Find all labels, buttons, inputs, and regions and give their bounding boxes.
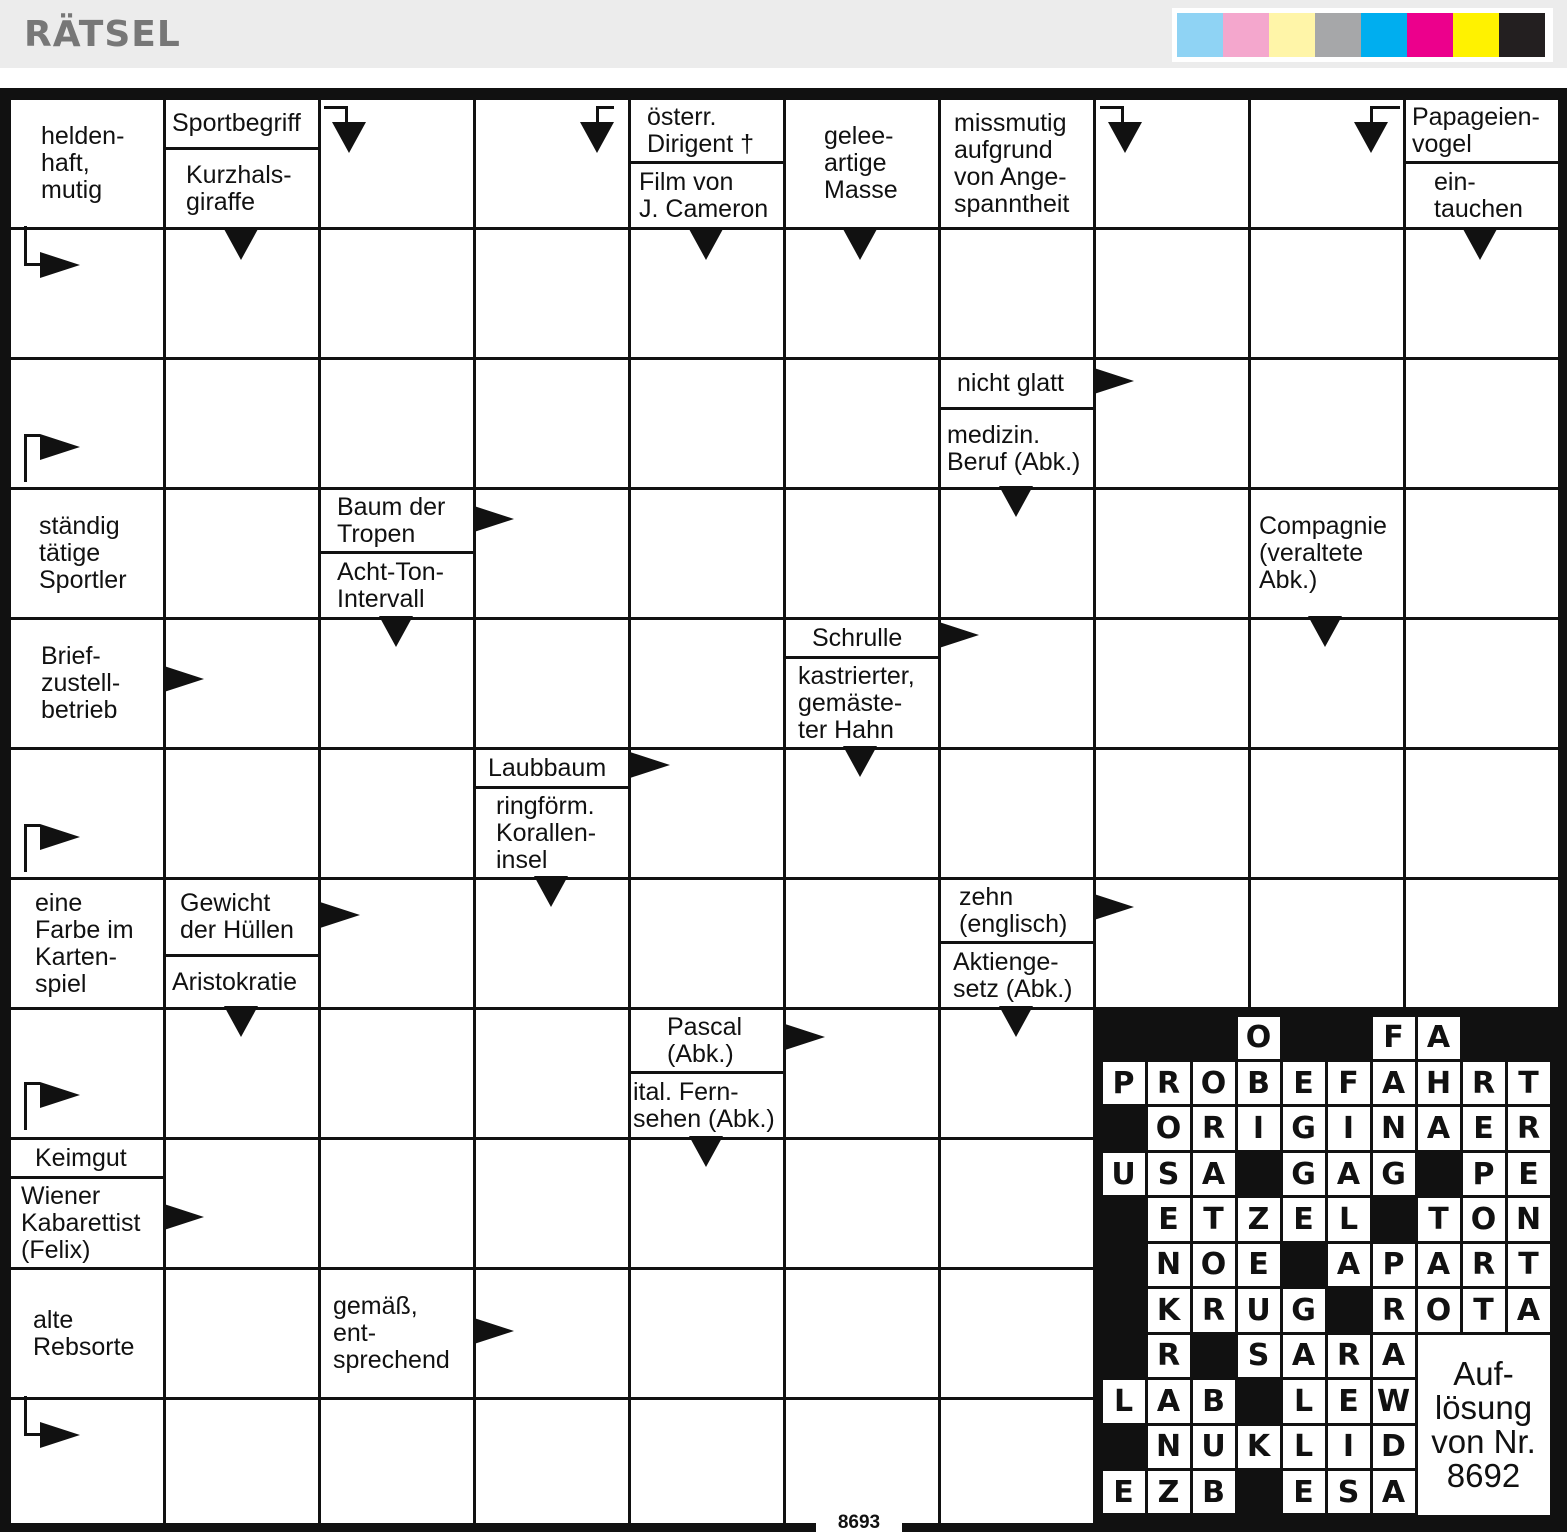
solution-letter: A [1418,1017,1460,1059]
solution-letter: A [1328,1153,1370,1195]
solution-letter: G [1283,1153,1325,1195]
clue-text: gelee- artige Masse [786,100,938,227]
arrow-down-icon [580,122,614,153]
solution-letter: A [1373,1062,1415,1104]
answer-cell[interactable] [1406,360,1558,487]
solution-letter: A [1508,1289,1550,1331]
clue-cell [941,360,1093,487]
answer-cell[interactable] [1406,620,1558,747]
solution-letter: U [1238,1289,1280,1331]
clue-text: Kurzhals- giraffe [166,147,318,227]
clue-cell [11,100,163,227]
solution-letter: T [1508,1244,1550,1286]
solution-letter: F [1373,1017,1415,1059]
solution-letter: T [1418,1198,1460,1240]
clue-text: missmutig aufgrund von Ange- spanntheit [941,100,1093,227]
clue-text: medizin. Beruf (Abk.) [941,407,1093,487]
answer-cell[interactable] [1406,490,1558,617]
solution-letter: E [1283,1471,1325,1513]
solution-letter: R [1463,1062,1505,1104]
arrow-down-icon [843,746,877,777]
solution-letter: G [1283,1107,1325,1149]
solution-letter: R [1373,1289,1415,1331]
color-swatch-light-cyan [1177,13,1223,57]
solution-letter: G [1283,1289,1325,1331]
solution-letter: K [1238,1426,1280,1468]
solution-letter: S [1238,1335,1280,1377]
solution-letter: E [1463,1107,1505,1149]
solution-letter: E [1148,1198,1190,1240]
solution-letter: A [1418,1244,1460,1286]
arrow-down-icon [999,486,1033,517]
arrow-connector-icon [324,106,348,124]
answer-cell[interactable] [321,880,473,1007]
arrow-down-icon [843,229,877,260]
clue-text: Papageien- vogel [1406,100,1558,161]
arrow-connector-icon [24,226,40,266]
solution-letter: S [1328,1471,1370,1513]
solution-letter: N [1148,1244,1190,1286]
clue-text: Sportbegriff [166,100,318,147]
clue-text: helden- haft, mutig [11,100,163,227]
clue-text: ringförm. Korallen- insel [476,786,628,877]
clue-text: gemäß, ent- sprechend [321,1270,473,1397]
color-swatch-yellow [1453,13,1499,57]
solution-letter: I [1238,1107,1280,1149]
solution-letter: L [1103,1380,1145,1422]
arrow-connector-icon [596,106,614,124]
solution-letter: L [1283,1426,1325,1468]
clue-text: Pascal (Abk.) [631,1010,783,1071]
clue-text: österr. Dirigent † [631,100,783,161]
clue-text: eine Farbe im Karten- spiel [11,880,163,1007]
solution-grid [1093,1007,1559,1523]
answer-cell[interactable] [786,1400,938,1523]
solution-letter: B [1238,1062,1280,1104]
answer-cell[interactable] [476,360,628,487]
answer-cell[interactable] [1096,750,1248,877]
arrow-right-icon [1094,368,1134,394]
answer-cell[interactable] [476,620,628,747]
solution-letter: O [1418,1289,1460,1331]
clue-text: Keimgut [11,1140,163,1176]
answer-cell[interactable] [941,750,1093,877]
arrow-down-icon [1463,229,1497,260]
solution-letter: E [1283,1062,1325,1104]
solution-letter: P [1373,1244,1415,1286]
clue-cell [941,880,1093,1007]
answer-cell[interactable] [166,360,318,487]
solution-label: Auf- lösung von Nr. 8692 [1418,1335,1550,1515]
arrow-down-icon [534,876,568,907]
solution-letter: E [1238,1244,1280,1286]
arrow-right-icon [1094,894,1134,920]
answer-cell[interactable] [1251,360,1403,487]
answer-cell[interactable] [941,230,1093,357]
arrow-down-icon [379,616,413,647]
clue-text: Gewicht der Hüllen [166,880,318,954]
solution-letter: L [1328,1198,1370,1240]
answer-cell[interactable] [631,1400,783,1523]
solution-letter: E [1103,1471,1145,1513]
crossword-grid [0,88,1567,1532]
answer-cell[interactable] [166,750,318,877]
arrow-right-icon [939,622,979,648]
answer-cell[interactable] [631,620,783,747]
answer-cell[interactable] [1406,750,1558,877]
solution-letter: R [1508,1107,1550,1149]
color-swatch-magenta [1407,13,1453,57]
arrow-down-icon [689,1136,723,1167]
clue-cell [321,1270,473,1397]
solution-letter: B [1193,1380,1235,1422]
answer-cell[interactable] [631,490,783,617]
solution-letter: P [1463,1153,1505,1195]
arrow-connector-icon [1370,106,1400,124]
arrow-right-icon [785,1024,825,1050]
arrow-connector-icon [24,1396,40,1436]
color-swatch-light-yellow [1269,13,1315,57]
clue-cell [941,100,1093,227]
answer-cell[interactable] [166,1270,318,1397]
arrow-connector-icon [24,1082,40,1130]
solution-letter: F [1328,1062,1370,1104]
solution-letter: A [1418,1107,1460,1149]
solution-letter: P [1103,1062,1145,1104]
arrow-down-icon [224,229,258,260]
solution-letter: A [1373,1471,1415,1513]
clue-text: ein- tauchen [1406,161,1558,227]
solution-letter: R [1148,1062,1190,1104]
solution-letter: A [1148,1380,1190,1422]
answer-cell[interactable] [166,490,318,617]
page-header [0,0,1567,68]
solution-letter: T [1508,1062,1550,1104]
clue-cell [166,100,318,227]
arrow-right-icon [40,1082,80,1108]
clue-text: Wiener Kabarettist (Felix) [11,1176,163,1267]
solution-letter: R [1193,1289,1235,1331]
solution-letter: Z [1148,1471,1190,1513]
answer-cell[interactable] [476,1400,628,1523]
answer-cell[interactable] [1406,880,1558,1007]
arrow-right-icon [320,902,360,928]
arrow-right-icon [40,434,80,460]
arrow-connector-icon [24,434,40,482]
clue-text: kastrierter, gemäste- ter Hahn [786,656,938,747]
solution-letter: N [1508,1198,1550,1240]
arrow-right-icon [164,1204,204,1230]
clue-text: Aktienge- setz (Abk.) [941,941,1093,1007]
answer-cell[interactable] [786,360,938,487]
clue-cell [11,1140,163,1267]
solution-letter: T [1193,1198,1235,1240]
solution-letter: H [1418,1062,1460,1104]
arrow-down-icon [689,229,723,260]
answer-cell[interactable] [786,880,938,1007]
arrow-right-icon [40,1422,80,1448]
solution-letter: K [1148,1289,1190,1331]
answer-cell[interactable] [941,1140,1093,1267]
solution-letter: A [1373,1335,1415,1377]
answer-cell[interactable] [1251,750,1403,877]
solution-letter: I [1328,1107,1370,1149]
answer-cell[interactable] [166,1400,318,1523]
clue-text: Acht-Ton- Intervall [321,551,473,617]
solution-letter: A [1283,1335,1325,1377]
arrow-right-icon [40,252,80,278]
solution-letter: N [1373,1107,1415,1149]
solution-letter: R [1463,1244,1505,1286]
puzzle-number: 8693 [816,1511,902,1532]
solution-letter: Z [1238,1198,1280,1240]
page-title: RÄTSEL [24,14,181,55]
clue-cell [476,750,628,877]
clue-cell [786,620,938,747]
answer-cell[interactable] [786,1140,938,1267]
solution-letter: E [1328,1380,1370,1422]
answer-cell[interactable] [941,1400,1093,1523]
arrow-down-icon [999,1006,1033,1037]
solution-letter: U [1103,1153,1145,1195]
solution-letter: R [1193,1107,1235,1149]
answer-cell[interactable] [1096,230,1248,357]
arrow-right-icon [40,824,80,850]
clue-cell [11,490,163,617]
solution-letter: A [1193,1153,1235,1195]
clue-text: alte Rebsorte [11,1270,163,1397]
clue-cell [166,880,318,1007]
clue-cell [1406,100,1558,227]
answer-cell[interactable] [321,230,473,357]
color-swatch-black [1499,13,1545,57]
answer-cell[interactable] [786,1270,938,1397]
answer-cell[interactable] [1251,230,1403,357]
answer-cell[interactable] [631,1270,783,1397]
answer-cell[interactable] [321,1010,473,1137]
color-calibration-strip [1172,8,1553,62]
clue-cell [321,490,473,617]
solution-letter: O [1463,1198,1505,1240]
arrow-right-icon [474,506,514,532]
solution-letter: S [1148,1153,1190,1195]
solution-letter: E [1283,1198,1325,1240]
answer-cell[interactable] [786,490,938,617]
color-swatch-cyan [1361,13,1407,57]
solution-letter: G [1373,1153,1415,1195]
solution-letter: O [1238,1017,1280,1059]
clue-text: nicht glatt [941,360,1093,407]
clue-cell [631,100,783,227]
answer-cell[interactable] [1251,880,1403,1007]
arrow-down-icon [224,1006,258,1037]
clue-cell [11,1270,163,1397]
clue-text: ständig tätige Sportler [11,490,163,617]
solution-letter: R [1148,1335,1190,1377]
answer-cell[interactable] [321,1400,473,1523]
arrow-down-icon [1108,122,1142,153]
solution-letter: I [1328,1426,1370,1468]
answer-cell[interactable] [1096,490,1248,617]
solution-letter: A [1328,1244,1370,1286]
arrow-right-icon [164,666,204,692]
answer-cell[interactable] [321,750,473,877]
arrow-down-icon [1354,122,1388,153]
clue-text: zehn (englisch) [941,880,1093,941]
clue-text: ital. Fern- sehen (Abk.) [631,1071,783,1137]
solution-letter: D [1373,1426,1415,1468]
clue-text: Aristokratie [166,954,318,1007]
solution-letter: U [1193,1426,1235,1468]
solution-letter: O [1148,1107,1190,1149]
clue-cell [11,620,163,747]
clue-text: Compagnie (veraltete Abk.) [1251,490,1403,617]
answer-cell[interactable] [631,360,783,487]
answer-cell[interactable] [941,1270,1093,1397]
solution-letter: R [1328,1335,1370,1377]
clue-cell [631,1010,783,1137]
clue-cell [11,880,163,1007]
clue-text: Brief- zustell- betrieb [11,620,163,747]
answer-cell[interactable] [321,360,473,487]
arrow-connector-icon [1100,106,1124,124]
solution-letter: W [1373,1380,1415,1422]
answer-cell[interactable] [1096,620,1248,747]
clue-cell [786,100,938,227]
clue-text: Film von J. Cameron [631,161,783,227]
answer-cell[interactable] [476,1140,628,1267]
clue-text: Schrulle [786,620,938,656]
arrow-connector-icon [24,824,40,872]
solution-letter: N [1148,1426,1190,1468]
answer-cell[interactable] [631,880,783,1007]
solution-letter: O [1193,1244,1235,1286]
arrow-right-icon [474,1318,514,1344]
answer-cell[interactable] [321,1140,473,1267]
solution-letter: T [1463,1289,1505,1331]
color-swatch-gray [1315,13,1361,57]
arrow-down-icon [1308,616,1342,647]
color-swatch-light-magenta [1223,13,1269,57]
answer-cell[interactable] [476,230,628,357]
answer-cell[interactable] [476,1010,628,1137]
clue-text: Laubbaum [476,750,628,786]
clue-cell [1251,490,1403,617]
solution-letter: B [1193,1471,1235,1513]
clue-text: Baum der Tropen [321,490,473,551]
solution-letter: L [1283,1380,1325,1422]
solution-letter: O [1193,1062,1235,1104]
solution-letter: E [1508,1153,1550,1195]
arrow-right-icon [630,752,670,778]
arrow-down-icon [332,122,366,153]
